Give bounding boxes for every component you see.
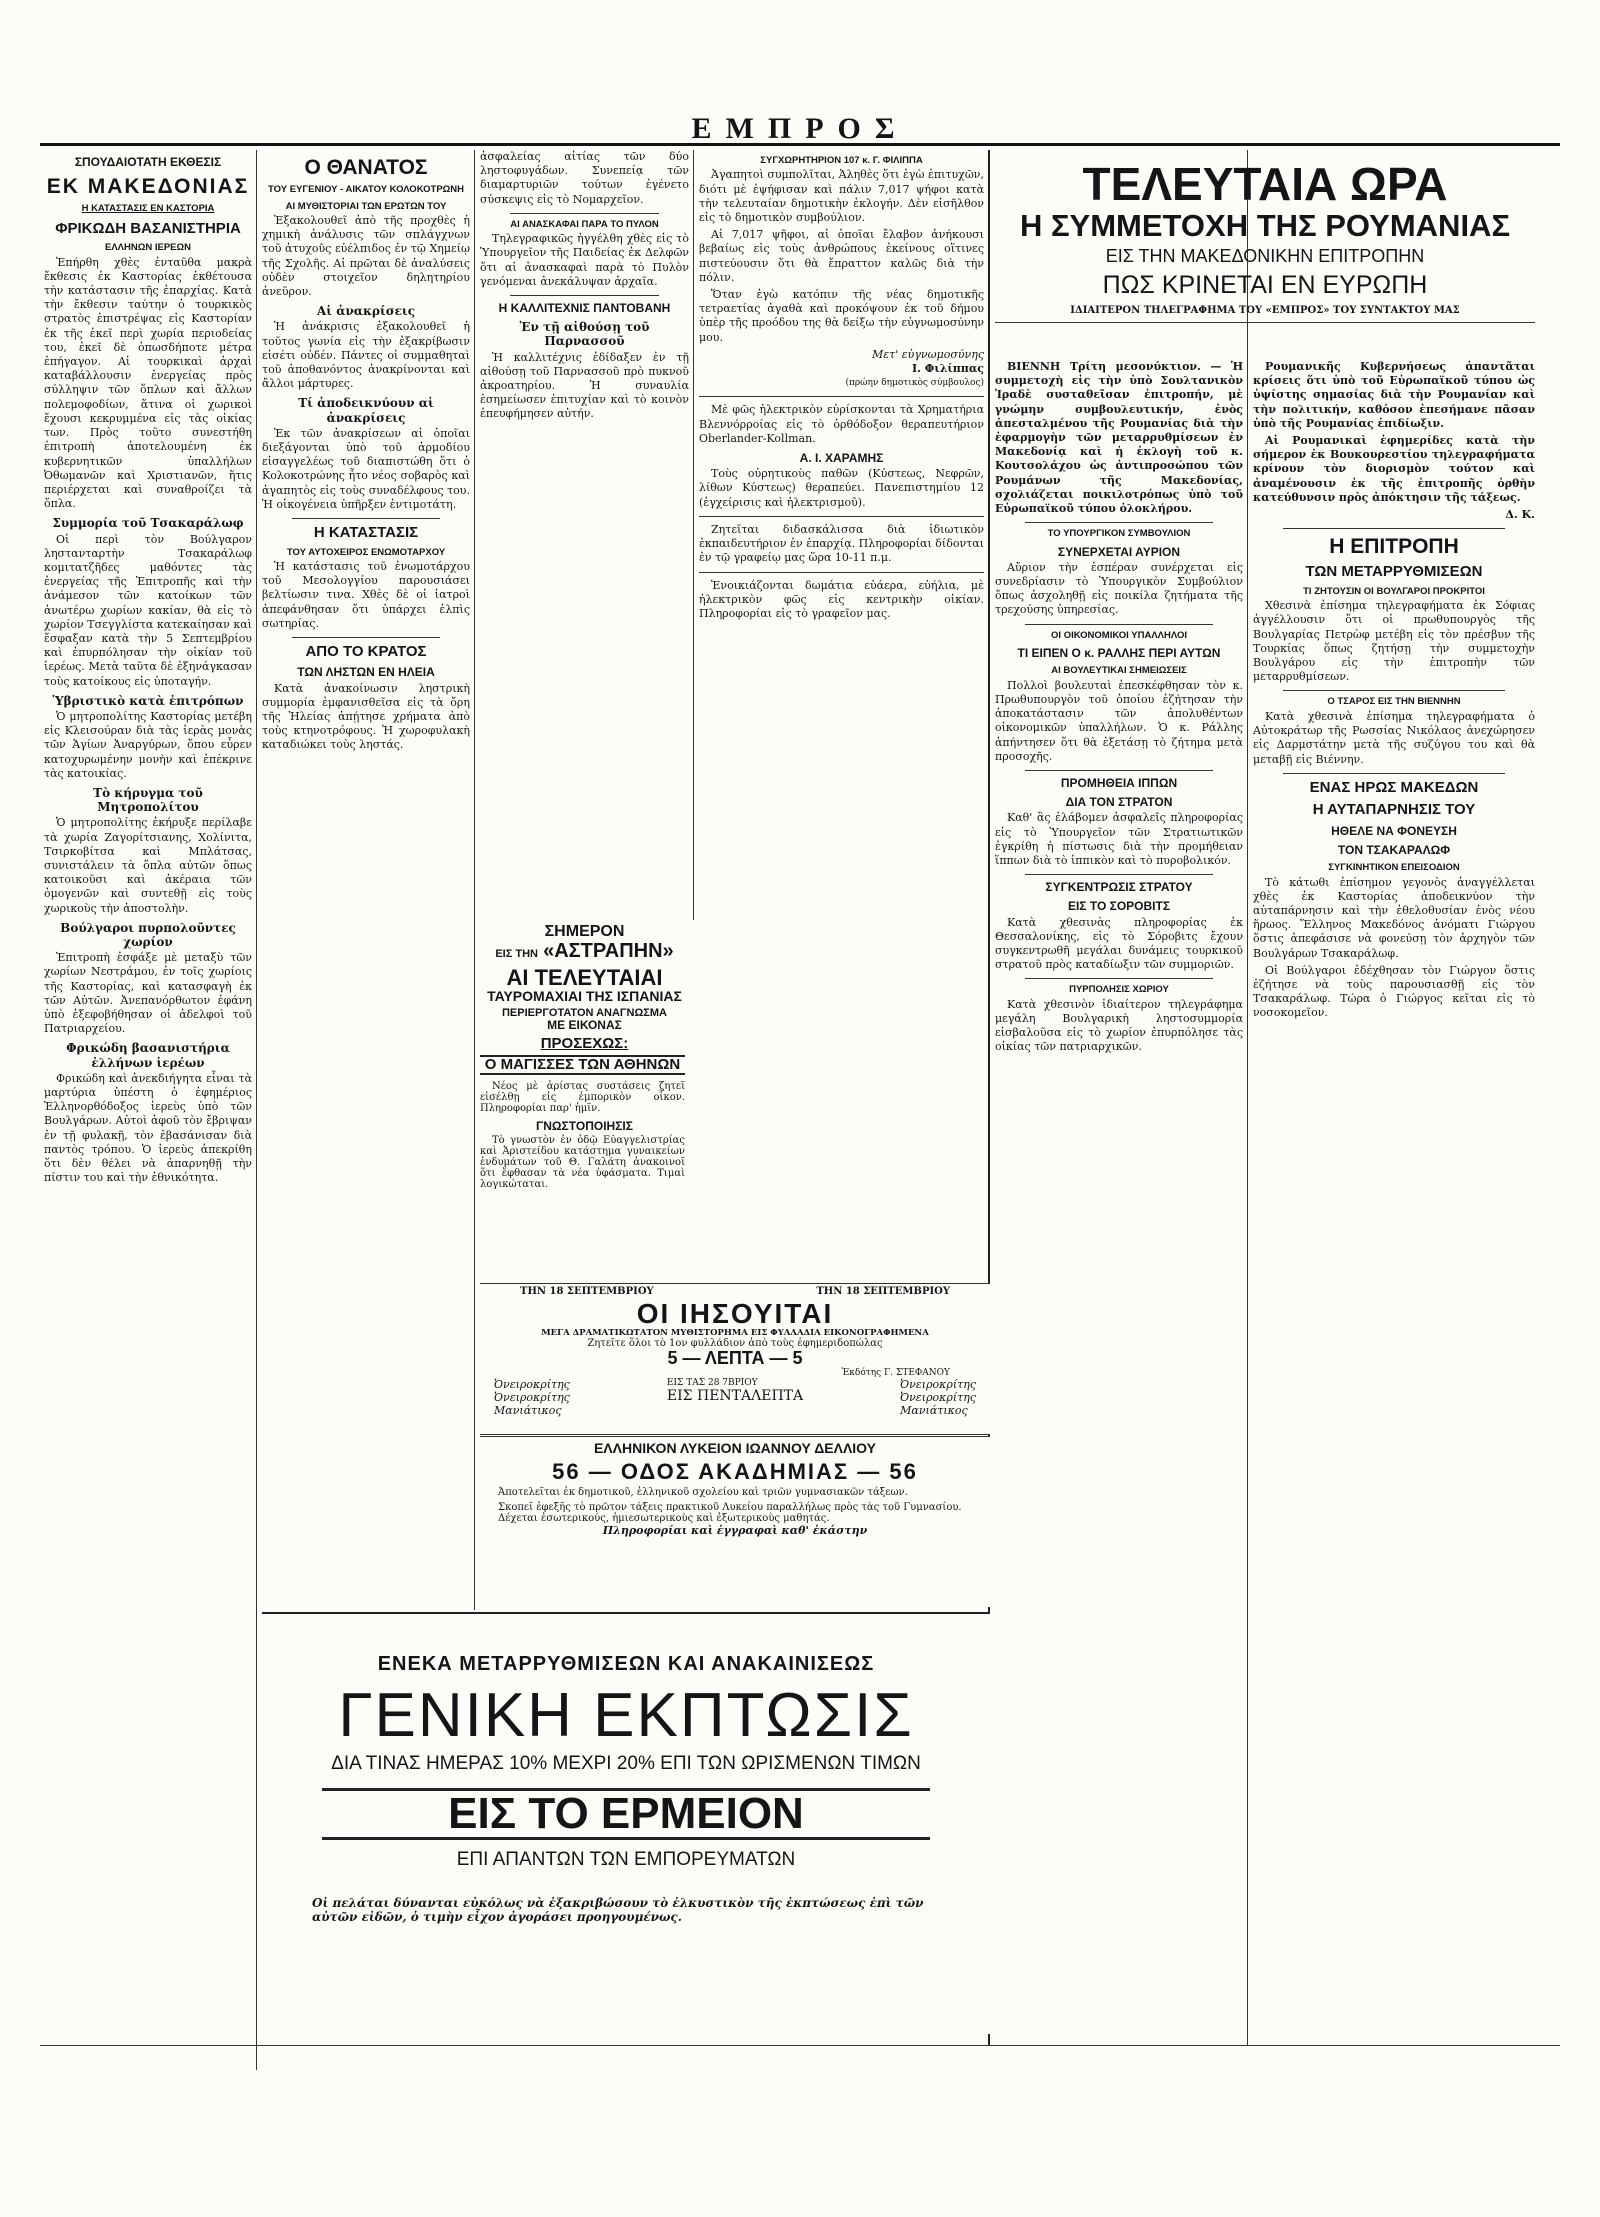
list-item: Ὀνειροκρίτης — [900, 1378, 976, 1392]
ad-text: Ἐκδότης Γ. ΣΤΕΦΑΝΟΥ — [841, 1368, 950, 1379]
divider — [1283, 773, 1505, 774]
article-paragraph: Χθεσινὰ ἐπίσημα τηλεγραφήματα ἐκ Σόφιας ἀγγέλλουσιν ὅτι οἱ πρωθυπουργὸς τῆς Βουλγαρίας Πετρὼφ μετέβη εἰς τὸν πρέσβυν τῆς Τουρκίας ὅπως ζητήσῃ τὴν συμμετοχὴν Βουλγάρου εἰς τὴν ἐπιτροπὴν τῶν μεταρρυθμίσεων. — [1253, 599, 1535, 684]
headline: ΤΙ ΖΗΤΟΥΣΙΝ ΟΙ ΒΟΥΛΓΑΡΟΙ ΠΡΟΚΡΙΤΟΙ — [1303, 585, 1485, 597]
headline: ΦΡΙΚΩΔΗ ΒΑΣΑΝΙΣΤΗΡΙΑ — [55, 219, 241, 237]
signature: Δ. Κ. — [1505, 508, 1535, 522]
ad-text: ΕΙΣ ΠΕΝΤΑΛΕΠΤΑ — [666, 1388, 804, 1405]
headline: Η ΚΑΤΑΣΤΑΣΙΣ — [313, 524, 419, 542]
ad-title: ΕΛΛΗΝΙΚΟΝ ΛΥΚΕΙΟΝ ΙΩΑΝΝΟΥ ΔΕΛΛΙΟΥ — [593, 1440, 877, 1456]
article-paragraph: Κατὰ ἀνακοίνωσιν ληστρικὴ συμμορία ἐμφανισθεῖσα εἰς τὰ ὄρη τῆς Ἠλείας ἀπῄτησε χρήματα ἀπὸ τοὺς κτηνοτρόφους. Ἡ χωροφυλακὴ καταδιώκει τοὺς ληστάς. — [262, 681, 470, 752]
classified-ad: Ζητεῖται διδασκάλισσα διὰ ἰδιωτικὸν ἐκπαιδευτήριον ἐν ἐπαρχίᾳ. Πληροφορίαι δίδονται ἐν τῷ γραφείῳ μας ὥρα 10-11 π.μ. — [699, 522, 984, 565]
footer-rule — [40, 2045, 1560, 2046]
newspaper-title: ΕΜΠΡΟΣ — [691, 118, 909, 140]
headline: ΕΙΣ ΤΗΝ ΜΑΚΕΔΟΝΙΚΗΝ ΕΠΙΤΡΟΠΗΝ — [1105, 245, 1425, 266]
lyceum-ad — [480, 1436, 990, 1607]
classified-ad: Μὲ φῶς ἠλεκτρικὸν εὐρίσκονται τὰ Χρηματήρια Βλεννόρροίας εἰς τὸ ὀρθόδοξον θεραπευτήριον Oberlander-Kollman. — [699, 403, 984, 445]
divider — [1025, 770, 1213, 771]
article-paragraph: Καθ' ἃς ἐλάβομεν ἀσφαλεῖς πληροφορίας εἰς τὸ Ὑπουργεῖον τῶν Στρατιωτικῶν ἐγκρίθη ἡ πίστωσις διὰ τὴν προμήθειαν ἵππων διὰ τὸ ἱππικὸν καὶ τὸ πυροβολικόν. — [995, 811, 1243, 867]
ad-text: ΕΙΣ ΤΑΣ 28 7ΒΡΙΟΥ — [666, 1378, 758, 1389]
subheading: Ὑβριστικὸ κατὰ ἐπιτρόπων — [52, 693, 244, 708]
headline: ΑΙ ΑΝΑΣΚΑΦΑΙ ΠΑΡΑ ΤΟ ΠΥΛΟΝ — [510, 218, 659, 230]
ad-text: ΤΑΥΡΟΜΑΧΙΑΙ ΤΗΣ ΙΣΠΑΝΙΑΣ — [487, 987, 682, 1004]
article-paragraph: Κατὰ χθεσινὰ ἐπίσημα τηλεγραφήματα ὁ Αὐτοκράτωρ τῆς Ρωσσίας Νικόλαος ἀνεχώρησεν εἰς Δαρμστάτην μετὰ τῆς συζύγου του καὶ θὰ μεταβῇ εἰς Βιέννην. — [1253, 709, 1535, 766]
article-paragraph: Πολλοὶ βουλευταὶ ἐπεσκέφθησαν τὸν κ. Πρωθυπουργὸν τοῦ ὁποίου ἐζήτησαν τὴν ἀποκατάστασιν τῶν ἀπολυθέντων οἰκονομικῶν ὑπαλλήλων. Ὁ κ. Ράλλης ἀπήντησεν ὅτι θὰ ἐξετάσῃ τὸ ζήτημα μετὰ προσοχῆς. — [995, 678, 1243, 763]
headline: ΤΙ ΕΙΠΕΝ Ο κ. ΡΑΛΛΗΣ ΠΕΡΙ ΑΥΤΩΝ — [1017, 646, 1221, 661]
ad-text: Ζητεῖτε ὅλοι τὸ 1ον φυλλάδιον ἀπὸ τοὺς ἐφημεριδοπώλας — [587, 1338, 883, 1350]
subheading: Ἐν τῇ αἰθούσῃ τοῦ Παρνασσοῦ — [519, 320, 650, 349]
signature: (πρώην δημοτικὸς σύμβουλος) — [845, 378, 984, 389]
headline: Ο ΤΣΑΡΟΣ ΕΙΣ ΤΗΝ ΒΙΕΝΝΗΝ — [1327, 696, 1461, 708]
classified-ad: Ἐνοικιάζονται δωμάτια εὐάερα, εὐήλια, μὲ ἠλεκτρικὸν φῶς εἰς κεντρικὴν οἰκίαν. Πληροφορίαι εἰς τὸ γραφεῖον μας. — [699, 578, 984, 620]
ad-text: ΠΕΡΙΕΡΓΟΤΑΤΟΝ ΑΝΑΓΝΩΣΜΑ — [501, 1006, 668, 1019]
headline: ΠΡΟΜΗΘΕΙΑ ΙΠΠΩΝ — [1060, 775, 1178, 790]
article-paragraph: Τηλεγραφικῶς ἠγγέλθη χθὲς εἰς τὸ Ὑπουργεῖον τῆς Παιδείας ἐκ Δελφῶν ὅτι αἱ ἀνασκαφαὶ παρὰ τὸ Πυλὸν γενόμεναι ἀνεκάλυψαν ἀρχαῖα. — [480, 232, 689, 288]
subheading: Φρικώδη βασανιστήρια ἐλλήνων ἱερέων — [66, 1041, 230, 1070]
astraphi-ad — [480, 920, 960, 1280]
column-2 — [262, 150, 470, 1065]
headline: ΤΟΥ ΑΥΤΟΧΕΙΡΟΣ ΕΝΩΜΟΤΑΡΧΟΥ — [286, 546, 446, 558]
ad-title: ΓΕΝΙΚΗ ΕΚΠΤΩΣΙΣ — [338, 1681, 914, 1750]
iesouitai-ad — [480, 1283, 990, 1435]
article-paragraph: ἀσφαλείας αἰτίας τῶν δύο ληστοφυγάδων. Συνεπείᾳ τῶν διαμαρτυριῶν τούτων ἐγένετο σύσκεψις εἰς τὸ Νομαρχεῖον. — [480, 150, 689, 206]
classified-ad: Νέος μὲ ἀρίστας συστάσεις ζητεῖ εἰσέλθῃ εἰς ἐμπορικὸν οἶκον. Πληροφορίαι παρ' ἡμῖν. — [480, 1081, 685, 1115]
headline: ΤΟΥ ΕΥΓΕΝΙΟΥ - ΑΙΚΑΤΟΥ ΚΟΛΟΚΟΤΡΩΝΗ — [268, 184, 464, 196]
headline: ΤΟ ΥΠΟΥΡΓΙΚΟΝ ΣΥΜΒΟΥΛΙΟΝ — [1047, 528, 1191, 540]
divider — [699, 516, 984, 517]
column-rule — [474, 150, 475, 1610]
article-paragraph: Ἐξακολουθεῖ ἀπὸ τῆς προχθὲς ἡ χημικὴ ἀνάλυσις τῶν σπλάγχνων τοῦ ἀτυχοῦς εὐέλπιδος ἐν τῷ Χημείῳ τῆς Σχολῆς. Αἱ πρῶται δὲ ἀναλύσεις οὐδὲν στοιχεῖον δηλητηρίου ἀνεῦρον. — [262, 213, 470, 298]
top-banner — [995, 150, 1535, 323]
headline: ΑΙ ΒΟΥΛΕΥΤΙΚΑΙ ΣΗΜΕΙΩΣΕΙΣ — [1051, 665, 1187, 677]
headline: ΙΔΙΑΙΤΕΡΟΝ ΤΗΛΕΓΡΑΦΗΜΑ ΤΟΥ «ΕΜΠΡΟΣ» ΤΟΥ ΣΥΝΤΑΚΤΟΥ ΜΑΣ — [995, 304, 1535, 323]
ad-address: 56 — ΟΔΟΣ ΑΚΑΔΗΜΙΑΣ — 56 — [552, 1458, 918, 1484]
headline: ΣΥΝΕΡΧΕΤΑΙ ΑΥΡΙΟΝ — [1057, 544, 1181, 559]
ad-date: ΤΗΝ 18 ΣΕΠΤΕΜΒΡΙΟΥ — [520, 1286, 654, 1297]
divider — [1283, 690, 1505, 691]
headline: ΣΥΓΚΙΝΗΤΙΚΟΝ ΕΠΕΙΣΟΔΙΟΝ — [1328, 862, 1460, 874]
signature: Ι. Φιλίππας — [911, 362, 984, 376]
article-paragraph: Τὸ κάτωθι ἐπίσημον γεγονὸς ἀναγγέλλεται χθὲς ἐκ Καστορίας ἀποδεικνύον τὴν αὐταπάρνησιν καὶ τὴν ἐθελοθυσίαν ἑνὸς νέου ἥρωος. Ἕλληνος Μακεδόνος ἀνόματι Γιώργου ὅστις ἀπεφάσισε νὰ φονεύσῃ τὸν ἀρχηγὸν τῶν Βουλγάρων Τσακαράλωφ. — [1253, 875, 1535, 960]
list-item: Μανιάτικος — [900, 1404, 968, 1418]
ad-text: Οἱ πελάται δύνανται εὐκόλως νὰ ἐξακριβώσουν τὸ ἐλκυστικὸν τῆς ἐκπτώσεως ἐπὶ τῶν αὐτῶν εἰδῶν, ὁ τιμὴν εἶχον ἀγοράσει προηγουμένως. — [312, 1896, 924, 1925]
headline: Ο ΘΑΝΑΤΟΣ — [304, 156, 428, 179]
article-paragraph: Ἐπήρθη χθὲς ἐνταῦθα μακρὰ ἔκθεσις ἐκ Καστορίας ἐκθέτουσα τὴν κατάστασιν τῆς ἐπαρχίας. Κατὰ τὴν ἔκθεσιν ταύτην ὁ τουρκικὸς στρατὸς ἐπιστρέψας εἰς Καστορίαν ἐκ τῆς ἐκεῖ περὶ χωρία περιοδείας του, ἐκεῖ δὲ ὁπωσδήποτε μέτρα ἐπήγαγον. Αἱ τουρκικαὶ ἀρχαὶ καταβάλλουσιν ἐνεργείας πρὸς σύλληψιν τῶν ὅπλων καὶ ἄλλων πολεμοφοδίων, ἅτινα οἱ χωρικοὶ ἔχουσι κεκρυμμένα εἰς τὰς οἰκίας των. Πρὸς τοῦτο συνεστήθη ἐπιτροπὴ ἀποτελουμένη ἐκ κυβερνητικῶν ὑπαλλήλων Ὀθωμανῶν καὶ Χριστιανῶν, ἥτις περιέρχεται καὶ συναθροίζει τὰ ὅπλα. — [44, 255, 252, 511]
ermeion-ad — [262, 1612, 990, 2034]
headline: Η ΕΠΙΤΡΟΠΗ — [1329, 535, 1459, 559]
headline: ΣΥΓΧΩΡΗΤΗΡΙΟΝ 107 κ. Γ. ΦΙΛΙΠΠΑ — [760, 155, 923, 166]
divider — [1025, 874, 1213, 875]
classified-ad: Τοὺς οὐρητικοὺς παθῶν (Κύστεως, Νεφρῶν, λίθων Κύστεως) θεραπεύει. Πανεπιστημίου 12 (ἐγχείρισις καὶ ἠλεκτρισμοῦ). — [699, 467, 984, 509]
ad-list — [480, 1378, 990, 1417]
ad-text: «ΑΣΤΡΑΠΗΝ» — [543, 939, 674, 962]
list-item: Ὀνειροκρίτης — [494, 1378, 570, 1392]
article-paragraph: Ρουμανικῆς Κυβερνήσεως ἀπαντᾶται κρίσεις ὅτι ὑπὸ τοῦ Εὐρωπαϊκοῦ τύπου ὡς ὑψίστης σημασίας διὰ τὴν Ρουμανίαν καὶ τὴν πολιτικήν, καθόσον ἐπεσήμανε πᾶσαν ὑπὸ τῆς Ρουμανίας ἐπιδίωξιν. — [1253, 360, 1535, 430]
article-paragraph: Αἱ 7,017 ψῆφοι, αἱ ὁποῖαι ἔλαβον ἀνήκουσι βεβαίως εἰς τοὺς ἀνθρώπους ἐκείνους οἵτινες πιστεύουσιν ὅτι θὰ ἔπραττον καλῶς διὰ τὴν πόλιν. — [699, 228, 984, 284]
article-paragraph: Ἡ καλλιτέχνις ἐδίδαξεν ἐν τῇ αἰθούσῃ τοῦ Παρνασσοῦ πρὸ πυκνοῦ ἀκροατηρίου. Ἡ συναυλία ἐσημείωσεν ἐπιτυχίαν καὶ τὸ κοινὸν ἐπευφήμησεν αὐτήν. — [480, 350, 689, 421]
headline: ΤΩΝ ΛΗΣΤΩΝ ΕΝ ΗΛΕΙΑ — [297, 665, 435, 680]
column-rule — [1247, 150, 1248, 2045]
headline: ΑΠΟ ΤΟ ΚΡΑΤΟΣ — [305, 642, 427, 660]
headline: ΣΠΟΥΔΑΙΟΤΑΤΗ ΕΚΘΕΣΙΣ — [74, 155, 222, 169]
column-3 — [480, 150, 689, 920]
divider — [510, 295, 659, 296]
ad-title: ΕΙΣ ΤΟ ΕΡΜΕΙΟΝ — [322, 1788, 930, 1840]
article-paragraph: Αἱ Ρουμανικαὶ ἐφημερίδες κατὰ τὴν σήμερον ἐκ Βουκουρεστίου τηλεγραφήματα κρίνουν τὸν διορισμὸν τούτον καὶ ἀναμένουσιν ἐκ τῆς ἐπιτροπῆς ὀρθὴν κατεύθυνσιν πρὸς ἀπόκτησιν τῆς τάξεως. — [1253, 434, 1535, 504]
headline: Α. Ι. ΧΑΡΑΜΗΣ — [799, 451, 884, 466]
divider — [292, 637, 440, 638]
headline: ΠΩΣ ΚΡΙΝΕΤΑΙ ΕΝ ΕΥΡΩΠΗ — [1102, 270, 1428, 299]
article-paragraph: Κατὰ χθεσινὰς πληροφορίας ἐκ Θεσσαλονίκης, εἰς τὸ Σόροβιτς ἔχουν συγκεντρωθῆ μεγάλαι δυνάμεις τουρκικοῦ στρατοῦ πρὸς καταδίωξιν τῶν συμμοριῶν. — [995, 915, 1243, 972]
ad-text: ΠΡΟΣΕΧΩΣ: — [540, 1034, 629, 1052]
subheading: Τὸ κήρυγμα τοῦ Μητροπολίτου — [93, 785, 203, 815]
masthead-rule — [40, 143, 1560, 146]
headline: Η ΣΥΜΜΕΤΟΧΗ ΤΗΣ ΡΟΥΜΑΝΙΑΣ — [1019, 208, 1511, 244]
headline: ΗΘΕΛΕ ΝΑ ΦΟΝΕΥΣΗ — [1331, 823, 1457, 838]
article-paragraph: Ἐπιτροπὴ ἐσφάξε μὲ μεταξὺ τῶν χωρίων Νεστράμου, ἐν τοῖς χωρίοις τῆς Καστορίας, καὶ κατασφαγὴ ἐκ τῶν Αὐτῶν. Ἀνεπανόρθωτον ἐφάνη ὑπὸ ἐξεφοβήθησαν οἱ ἀδελφοὶ τοῦ Πατριαρχείου. — [44, 951, 252, 1036]
divider — [699, 572, 984, 573]
ad-text: ΕΝΕΚΑ ΜΕΤΑΡΡΥΘΜΙΣΕΩΝ ΚΑΙ ΑΝΑΚΑΙΝΙΣΕΩΣ — [377, 1653, 875, 1675]
divider — [1025, 978, 1213, 979]
ad-text: Σκοπεῖ ἐφεξῆς τὸ πρῶτον τάξεις πρακτικοῦ Λυκείου παραλλήλως πρὸς τὰς τοῦ Γυμνασίου. — [498, 1501, 962, 1513]
column-6 — [1253, 360, 1535, 2040]
headline: ΣΥΓΚΕΝΤΡΩΣΙΣ ΣΤΡΑΤΟΥ — [1045, 880, 1193, 895]
ad-text: Δέχεται ἐσωτερικούς, ἡμιεσωτερικοὺς καὶ ἐξωτερικοὺς μαθητάς. — [498, 1512, 830, 1524]
headline: ΑΙ ΜΥΘΙΣΤΟΡΙΑΙ ΤΩΝ ΕΡΩΤΩΝ ΤΟΥ — [285, 200, 447, 212]
article-paragraph: Ἡ ἀνάκρισις ἐξακολουθεῖ ἡ τοῦτος γωνία εἰς τὴν ἐξακρίβωσιν εἰσέτι οὐδέν. Πάντες οἱ συμμαθηταὶ τοῦ ἀποθανόντος ἀνακρίνονται καὶ ἄλλοι μάρτυρες. — [262, 320, 470, 391]
column-4 — [699, 150, 984, 920]
ad-text: ΔΙΑ ΤΙΝΑΣ ΗΜΕΡΑΣ 10% ΜΕΧΡΙ 20% ΕΠΙ ΤΩΝ ΩΡΙΣΜΕΝΩΝ ΤΙΜΩΝ — [331, 1753, 921, 1775]
article-paragraph: ΒΙΕΝΝΗ Τρίτη μεσονύκτιον. — Ἡ συμμετοχὴ εἰς τὴν ὑπὸ Σουλτανικὸν Ἰραδὲ συσταθεῖσαν ἐπιτροπήν, μὲ γνώμην συμβουλευτικήν, ἑνὸς ἀπεσταλμένου τῆς Ρουμανίας διὰ τὴν ἐφαρμογὴν τῶν μεταρρυθμίσεων ἐν Μακεδονίᾳ καὶ ἡ ἐκλογὴ τοῦ κ. Κουτσολάχου ὡς ἀντιπροσώπου τῶν Ρουμάνων τῆς Μακεδονίας, σχολιάζεται ποικιλοτρόπως ὑπὸ τοῦ Εὐρωπαϊκοῦ τύπου ὁλοκλήρου. — [995, 360, 1243, 516]
headline: ΠΥΡΠΟΛΗΣΙΣ ΧΩΡΙΟΥ — [1069, 984, 1169, 996]
subheading: Αἱ ἀνακρίσεις — [316, 304, 416, 319]
headline: ΤΟΝ ΤΣΑΚΑΡΑΛΩΦ — [1337, 842, 1451, 857]
ad-text: ΜΕ ΕΙΚΟΝΑΣ — [547, 1018, 622, 1033]
subheading: Βούλγαροι πυρπολοῦντες χωρίον — [60, 920, 236, 949]
divider — [699, 396, 984, 397]
subheading: Τί ἀποδεικνύουν αἱ ἀνακρίσεις — [298, 396, 434, 425]
ad-title: ΟΙ ΙΗΣΟΥΙΤΑΙ — [636, 1298, 834, 1329]
ad-text: ΕΠΙ ΑΠΑΝΤΩΝ ΤΩΝ ΕΜΠΟΡΕΥΜΑΤΩΝ — [456, 1849, 796, 1871]
article-paragraph: Φρικώδη καὶ ἀνεκδιήγητα εἶναι τὰ μαρτύρια ὑπέστη ὁ ἐφημέριος Ἑλληνορθόδοξος ἱερεὺς ὑπὸ τῶν Βουλγάρων. Αὐτοὶ ἀφοῦ τὸν ἔβριψαν ἐν τῇ φυλακῇ, τὸν ἐβασάνισαν διὰ παντὸς τρόπου. Ὁ ἱερεὺς ἀπεκρίθη ὅτι δὲν θέλει νὰ ἀπαρνηθῇ τὴν πίστιν του καὶ τὴν ἐθνικότητα. — [44, 1071, 252, 1185]
article-paragraph: Ἐκ τῶν ἀνακρίσεων αἱ ὁποῖαι διεξάγονται ὑπὸ τοῦ ἀρμοδίου εἰσαγγελέως τοῦ διαπιστώθη ὅτι ὁ Κολοκοτρώνης ἦτο νέος σοβαρὸς καὶ ἀγαπητὸς εἰς τοὺς συναδέλφους του. Ἡ οἰκογένεια ὑπῆρξεν ἐντιμοτάτη. — [262, 426, 470, 511]
article-paragraph: Ἡ κατάστασις τοῦ ἐνωμοτάρχου τοῦ Μεσολογγίου παρουσιάσει βελτίωσιν τινα. Χθὲς δὲ οἱ ἰατροὶ ἀπεφάνθησαν ὅτι ὑπάρχει ἐλπὶς σωτηρίας. — [262, 559, 470, 630]
article-paragraph: Ἀγαπητοὶ συμπολῖται, Ἀληθὲς ὅτι ἐγὼ ἐπιτυχῶν, διότι μὲ ἐψήφισαν καὶ πάλιν 7,017 ψήφοι κατὰ τὴν τελευταίαν δημοτικὴν ἐκλογήν. Δὲν εἰσῆλθον εἰς τὸ δημοτικὸν συμβούλιον. — [699, 168, 984, 225]
headline: ΕΝΑΣ ΗΡΩΣ ΜΑΚΕΔΩΝ — [1309, 778, 1479, 796]
headline: ΤΩΝ ΜΕΤΑΡΡΥΘΜΙΣΕΩΝ — [1305, 563, 1483, 581]
divider — [510, 213, 659, 214]
ad-text: ΜΕΓΑ ΔΡΑΜΑΤΙΚΩΤΑΤΟΝ ΜΥΘΙΣΤΟΡΗΜΑ ΕΙΣ ΦΥΛΛΑΔΙΑ ΕΙΚΟΝΟΓΡΑΦΗΜΕΝΑ — [541, 1328, 929, 1339]
ad-price: 5 — ΛΕΠΤΑ — 5 — [667, 1348, 803, 1369]
headline: ΟΙ ΟΙΚΟΝΟΜΙΚΟΙ ΥΠΑΛΛΗΛΟΙ — [1051, 629, 1187, 641]
article-paragraph: Κατὰ χθεσινὸν ἰδιαίτερον τηλεγράφημα μεγάλη Βουλγαρικὴ ληστοσυμμορία εἰσβαλοῦσα εἰς τὸ χωρίον ἐπυρπόλησε τὰς οἰκίας τῶν πατριαρχικῶν. — [995, 997, 1243, 1054]
ad-text: ΕΙΣ ΤΗΝ — [495, 947, 539, 960]
masthead — [0, 0, 1600, 150]
headline: Η ΑΥΤΑΠΑΡΝΗΣΙΣ ΤΟΥ — [1312, 801, 1476, 819]
divider — [1025, 624, 1213, 625]
list-item: Μανιάτικος — [494, 1404, 562, 1418]
headline: ΕΙΣ ΤΟ ΣΟΡΟΒΙΤΣ — [1067, 899, 1171, 914]
headline: ΔΙΑ ΤΟΝ ΣΤΡΑΤΟΝ — [1065, 795, 1173, 810]
classified-ad: Τὸ γνωστὸν ἐν ὁδῷ Εὐαγγελιστρίας καὶ Ἀριστείδου κατάστημα γυναικείων ἐνδυμάτων τοῦ Θ. Γαλάτη ἀνακοινοῖ ὅτι ἔφθασαν τὰ νέα ὑφάσματα. Τιμαὶ λογικώταται. — [480, 1135, 685, 1191]
article-paragraph: Ὁ μητροπολίτης Καστορίας μετέβη εἰς Κλεισούραν διὰ τὰς ἱερὰς μονὰς τῶν Ἁγίων Ἀναργύρων, ὅπου εὗρεν κατοχυρωμένην μονὴν καὶ ἐπέκρινε τὰς κατοικίας. — [44, 709, 252, 780]
article-paragraph: Ὅταν ἐγὼ κατόπιν τῆς νέας δημοτικῆς τετραετίας ἀγαθὰ καὶ προκόψουν ἐκ τοῦ δήμου ὑπὲρ τῆς προόδου της θὰ δείξω τὴν εὐγνωμοσύνην μου. — [699, 288, 984, 344]
article-paragraph: Ὁ μητροπολίτης ἐκήρυξε περίλαβε τὰ χωρία Ζαγορίτσιανης, Χολίνιτα, Τσιρκοβίτσα καὶ Μπλάτσας, συνιστάλειν τὰ ὅπλα αὐτῶν ὅπως κατοικοῦσι καὶ ἀκέραια τῶν ὁμογενῶν καὶ συντεθῇ εἰς τοὺς χωρικοὺς τὴν ἀποστολὴν. — [44, 816, 252, 915]
column-5 — [995, 360, 1243, 2040]
headline: Η ΚΑΤΑΣΤΑΣΙΣ ΕΝ ΚΑΣΤΟΡΙΑ — [81, 203, 215, 215]
subheading: Συμμορία τοῦ Τσακαράλωφ — [52, 516, 244, 531]
ad-text: Ἀποτελεῖται ἐκ δημοτικοῦ, ἑλληνικοῦ σχολείου καὶ τριῶν γυμνασιακῶν τάξεων. — [498, 1486, 908, 1498]
headline: ΕΚ ΜΑΚΕΔΟΝΙΑΣ — [46, 175, 250, 199]
signature: Μετ' εὐγνωμοσύνης — [872, 347, 984, 361]
headline: ΤΕΛΕΥΤΑΙΑ ΩΡΑ — [1082, 158, 1448, 210]
article-paragraph: Οἱ περὶ τὸν Βούλγαρον ληστανταρτὴν Τσακαράλωφ κομιτατζῆδες μαθόντες τὰς ἐνεργείας τῆς Ἐπιτροπῆς καὶ τὴν ἀνάμεσον τῶν κατοίκων τῶν ἀνωτέρω χωρίων κακίαν, θὰ εἰς τὸ χωρίον Τσεγγλίστα κατεκαίησαν καὶ ἔσφαξαν κατὰ τὴν 5 Σεπτεμβρίου καὶ ἐπυρπόλησαν τὴν οἰκίαν τοῦ ἱερέως. Μετὰ ταῦτα δὲ ἐξηνάγκασαν τοὺς κατοίκους εἰς ὑποταγήν. — [44, 532, 252, 688]
column-rule — [256, 150, 257, 2070]
divider — [1283, 528, 1505, 529]
column-rule — [693, 150, 694, 920]
ad-text: Πληροφορίαι καὶ ἐγγραφαὶ καθ' ἑκάστην — [602, 1523, 868, 1537]
ad-date: ΤΗΝ 18 ΣΕΠΤΕΜΒΡΙΟΥ — [816, 1286, 950, 1297]
headline: ΕΛΛΗΝΩΝ ΙΕΡΕΩΝ — [105, 242, 191, 254]
divider — [292, 518, 440, 519]
divider — [1025, 522, 1213, 523]
article-paragraph: Οἱ Βούλγαροι ἐδέχθησαν τὸν Γιώργον ὅστις ἐζήτησε νὰ τοὺς παρουσιασθῇ εἰς τὸν Τσακαράλωφ. Τώρα ὁ Γιώργος κεῖται εἰς τὸ νοσοκομεῖον. — [1253, 963, 1535, 1020]
ad-text: ΣΗΜΕΡΟΝ — [544, 923, 625, 940]
ad-text: ΑΙ ΤΕΛΕΥΤΑΙΑΙ — [506, 964, 663, 990]
ad-text: Ο ΜΑΓΙΣΣΕΣ ΤΩΝ ΑΘΗΝΩΝ — [480, 1055, 685, 1075]
headline: ΓΝΩΣΤΟΠΟΙΗΣΙΣ — [536, 1119, 633, 1134]
column-1 — [44, 150, 252, 2070]
article-paragraph: Αὔριον τὴν ἑσπέραν συνέρχεται εἰς συνεδρίασιν τὸ Ὑπουργικὸν Συμβούλιον ὅπως ἀσχοληθῇ εἰς ποικίλα ζητήματα τῆς τρεχούσης ὑπηρεσίας. — [995, 560, 1243, 617]
list-item: Ὀνειροκρίτης — [494, 1391, 570, 1405]
list-item: Ὀνειροκρίτης — [900, 1391, 976, 1405]
headline: Η ΚΑΛΛΙΤΕΧΝΙΣ ΠΑΝΤΟΒΑΝΗ — [498, 301, 671, 316]
